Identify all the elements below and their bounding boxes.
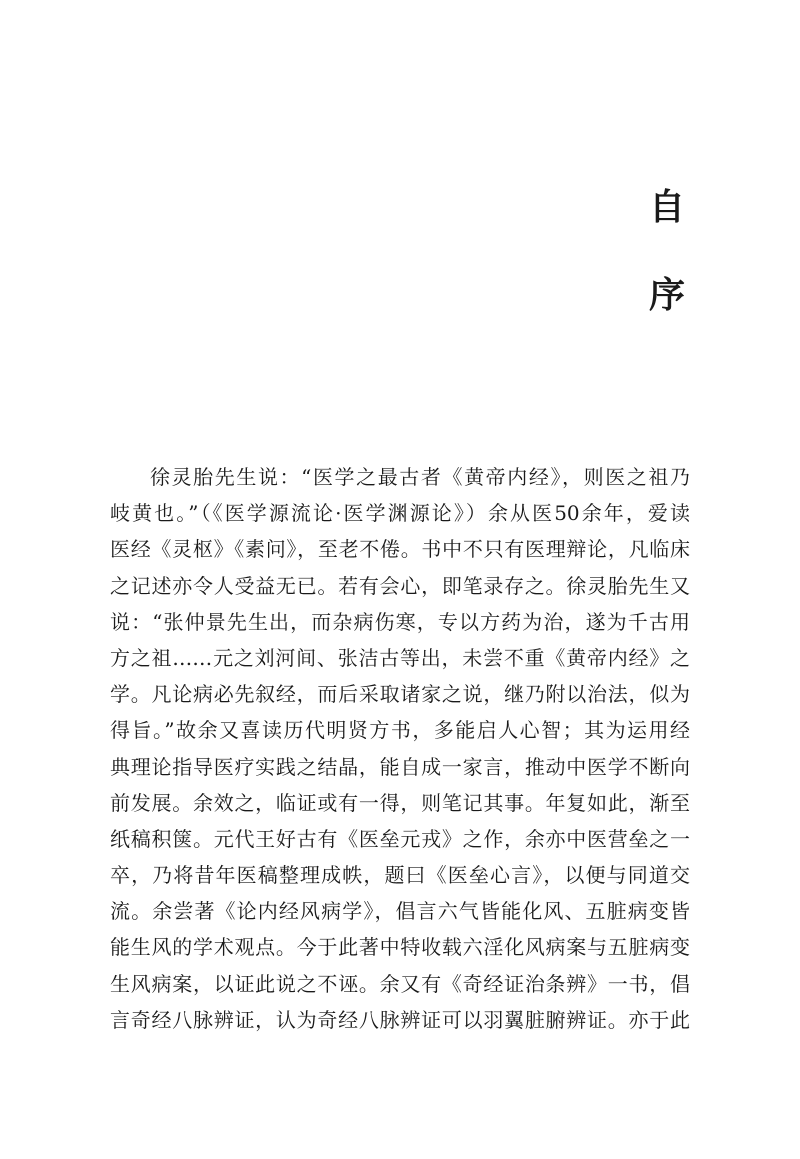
text-line: 得旨。”故余又喜读历代明贤方书，多能启人心智；其为运用经 <box>110 718 690 743</box>
text-line: 流。余尝著《论内经风病学》，倡言六气皆能化风、五脏病变皆 <box>110 899 690 924</box>
text-line: 言奇经八脉辨证，认为奇经八脉辨证可以羽翼脏腑辨证。亦于此 <box>110 1007 690 1032</box>
text-line: 卒，乃将昔年医稿整理成帙，题曰《医垒心言》，以便与同道交 <box>110 863 690 888</box>
preface-paragraph <box>110 459 690 1038</box>
text-line: 典理论指导医疗实践之结晶，能自成一家言，推动中医学不断向 <box>110 754 690 779</box>
text-line: 前发展。余效之，临证或有一得，则笔记其事。年复如此，渐至 <box>110 790 690 815</box>
title-char-2: 序 <box>648 275 685 316</box>
text-line: 生风病案，以证此说之不诬。余又有《奇经证治条辨》一书，倡 <box>110 971 690 996</box>
text-line: 说：“张仲景先生出，而杂病伤寒，专以方药为治，遂为千古用 <box>110 609 690 634</box>
text-line: 学。凡论病必先叙经，而后采取诸家之说，继乃附以治法，似为 <box>110 682 690 707</box>
title-char-1: 自 <box>648 187 685 228</box>
text-line: 能生风的学术观点。今于此著中特收载六淫化风病案与五脏病变 <box>110 935 690 960</box>
text-line: 岐黄也。”（《医学源流论·医学渊源论》）余从医50余年，爱读 <box>110 501 690 526</box>
text-line: 医经《灵枢》《素问》，至老不倦。书中不只有医理辩论，凡临床 <box>110 537 690 562</box>
text-line: 纸稿积箧。元代王好古有《医垒元戎》之作，余亦中医营垒之一 <box>110 826 690 851</box>
page-title <box>642 187 692 316</box>
text-line: 方之祖……元之刘河间、张洁古等出，未尝不重《黄帝内经》之 <box>110 645 690 670</box>
text-line: 徐灵胎先生说：“医学之最古者《黄帝内经》，则医之祖乃 <box>150 465 690 489</box>
text-line: 之记述亦令人受益无已。若有会心，即笔录存之。徐灵胎先生又 <box>110 573 690 598</box>
